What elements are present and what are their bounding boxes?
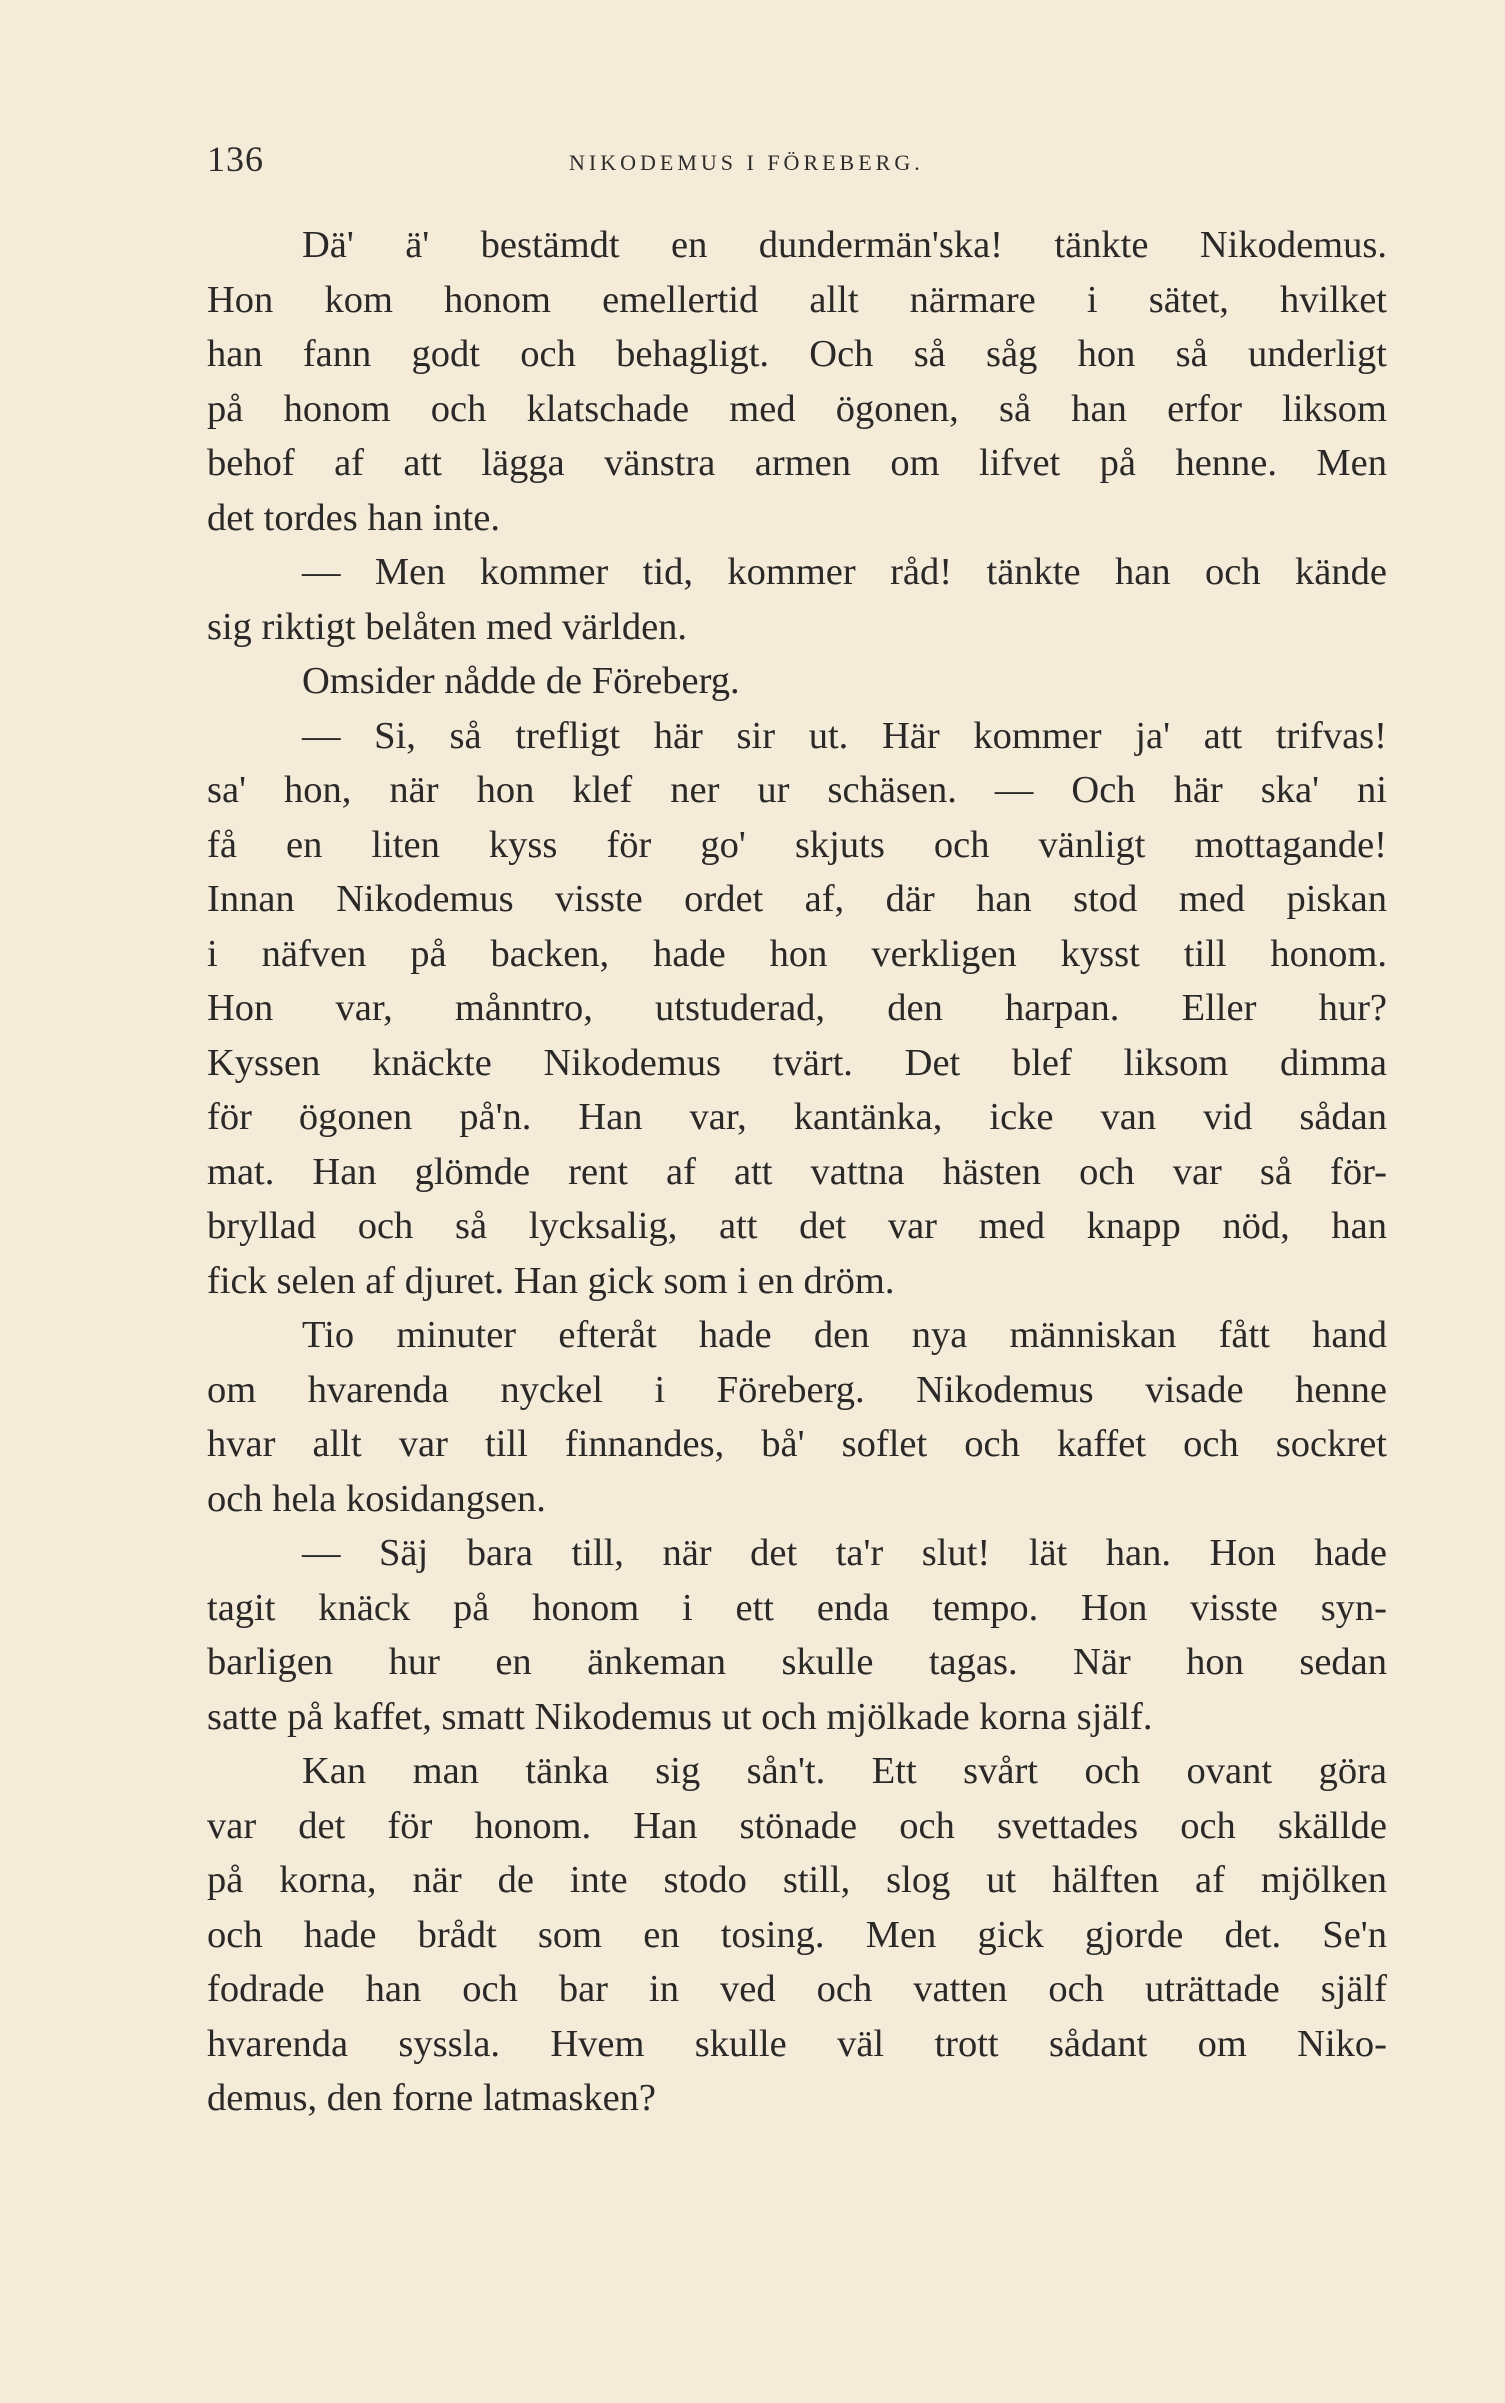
body-text <box>207 218 1387 2126</box>
text-line: sa' hon, när hon klef ner ur schäsen. — Och här ska' ni <box>207 769 1387 811</box>
text-line: på honom och klatschade med ögonen, så han erfor liksom <box>207 387 1387 430</box>
text-line: Omsider nådde de Föreberg. <box>302 660 740 702</box>
text-line: och hela kosidangsen. <box>207 1477 546 1520</box>
text-line: Dä' ä' bestämdt en dundermän'ska! tänkte Nikodemus. <box>302 224 1387 266</box>
text-line: få en liten kyss för go' skjuts och vänligt mottagande! <box>207 823 1387 866</box>
text-line: Hon var, månntro, utstuderad, den harpan. Eller hur? <box>207 987 1387 1029</box>
text-line: var det för honom. Han stönade och svettades och skällde <box>207 1804 1387 1847</box>
text-line: Hon kom honom emellertid allt närmare i sätet, hvilket <box>207 278 1387 321</box>
text-line: Tio minuter efteråt hade den nya människan fått hand <box>302 1314 1387 1356</box>
page-header <box>207 138 1387 198</box>
text-line: hvarenda syssla. Hvem skulle väl trott sådant om Niko- <box>207 2022 1387 2065</box>
running-title: NIKODEMUS I FÖREBERG. <box>569 150 924 175</box>
text-line: Innan Nikodemus visste ordet af, där han stod med piskan <box>207 878 1387 920</box>
text-line: demus, den forne latmasken? <box>207 2077 657 2119</box>
text-line: — Säj bara till, när det ta'r slut! lät han. Hon hade <box>302 1532 1387 1574</box>
text-line: Kyssen knäckte Nikodemus tvärt. Det blef liksom dimma <box>207 1041 1387 1084</box>
text-line: Kan man tänka sig sån't. Ett svårt och ovant göra <box>302 1750 1387 1792</box>
text-line: för ögonen på'n. Han var, kantänka, icke van vid sådan <box>207 1096 1387 1138</box>
text-line: om hvarenda nyckel i Föreberg. Nikodemus visade henne <box>207 1368 1387 1411</box>
text-line: och hade brådt som en tosing. Men gick gjorde det. Se'n <box>207 1913 1387 1956</box>
text-line: det tordes han inte. <box>207 496 500 539</box>
text-line: barligen hur en änkeman skulle tagas. När hon sedan <box>207 1641 1387 1683</box>
text-line: hvar allt var till finnandes, bå' soflet och kaffet och sockret <box>207 1423 1387 1465</box>
text-line: mat. Han glömde rent af att vattna hästen och var så för- <box>207 1150 1387 1193</box>
text-line: fick selen af djuret. Han gick som i en dröm. <box>207 1259 895 1302</box>
text-line: sig riktigt belåten med världen. <box>207 605 688 648</box>
text-line: tagit knäck på honom i ett enda tempo. Hon visste syn- <box>207 1586 1387 1629</box>
text-line: i näfven på backen, hade hon verkligen kysst till honom. <box>207 932 1387 975</box>
text-line: — Men kommer tid, kommer råd! tänkte han och kände <box>302 551 1387 593</box>
text-line: — Si, så trefligt här sir ut. Här kommer ja' att trifvas! <box>302 714 1387 757</box>
text-line: på korna, när de inte stodo still, slog ut hälften af mjölken <box>207 1859 1387 1901</box>
text-line: behof af att lägga vänstra armen om lifvet på henne. Men <box>207 442 1387 484</box>
text-line: han fann godt och behagligt. Och så såg hon så underligt <box>207 333 1387 375</box>
text-line: satte på kaffet, smatt Nikodemus ut och mjölkade korna själf. <box>207 1695 1153 1738</box>
text-line: fodrade han och bar in ved och vatten och uträttade själf <box>207 1968 1387 2010</box>
text-line: bryllad och så lycksalig, att det var med knapp nöd, han <box>207 1205 1387 1247</box>
page-number: 136 <box>207 139 264 179</box>
